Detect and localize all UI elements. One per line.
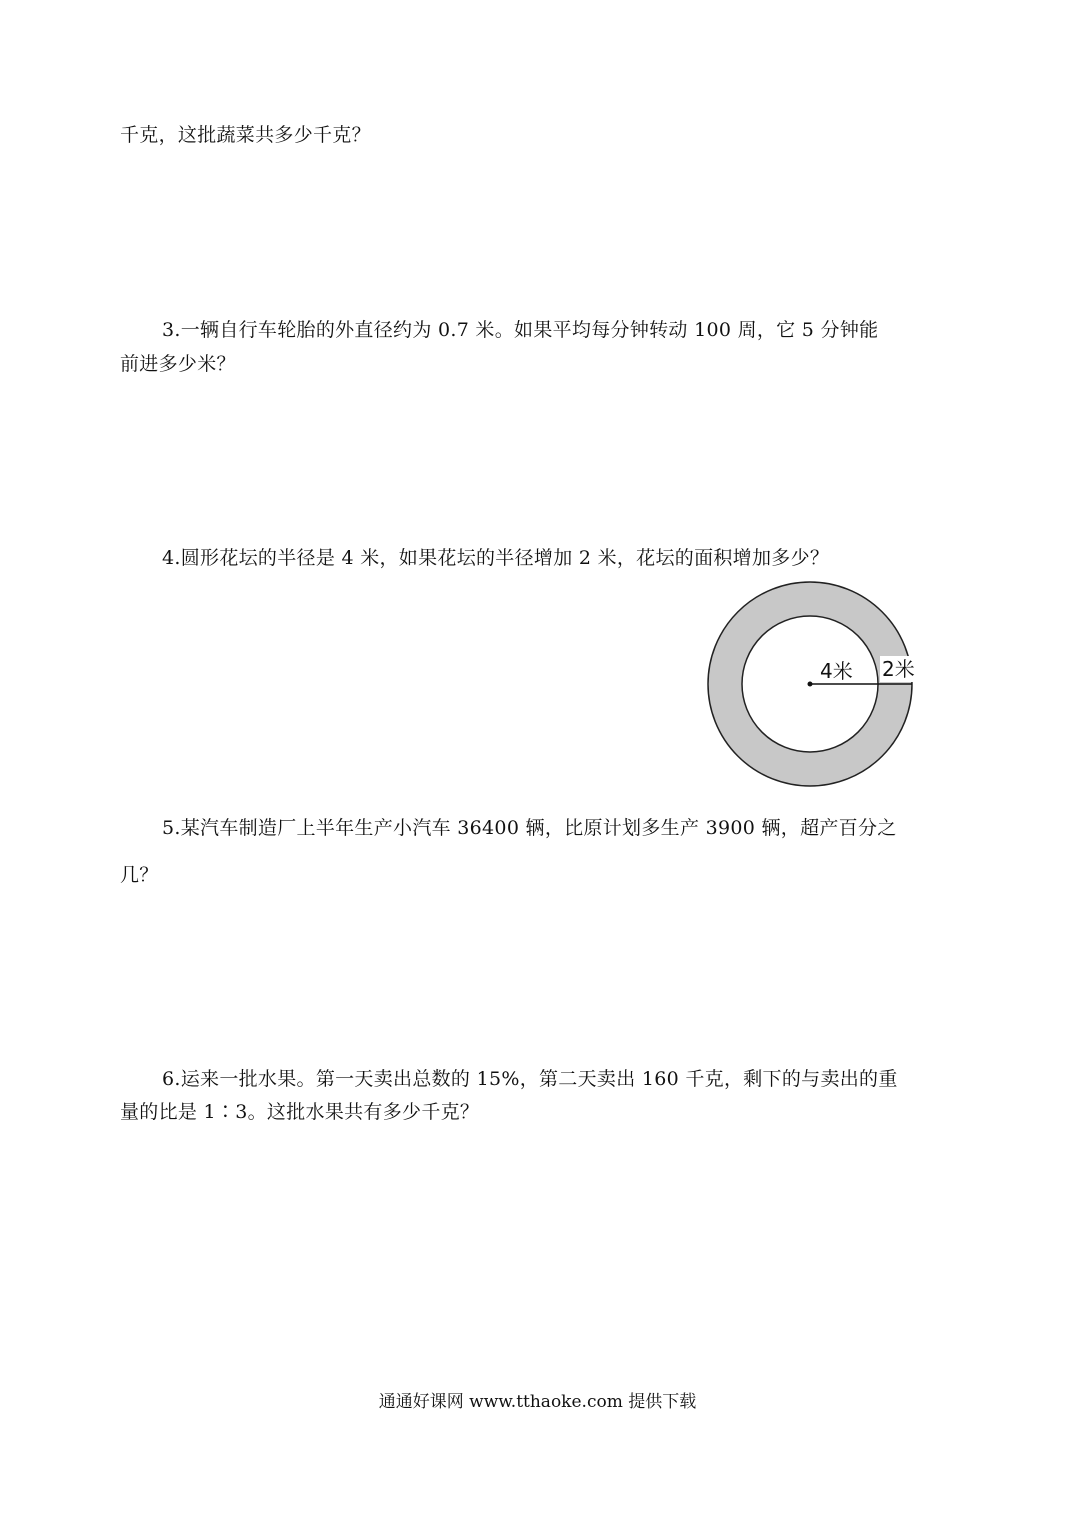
question-3-line-1: 3.一辆自行车轮胎的外直径约为 0.7 米。如果平均每分钟转动 100 周，它 5 分钟能 [162,319,879,341]
footer-source-text: 通通好课网 www.tthaoke.com 提供下载 [378,1392,697,1412]
annulus-figure [700,580,940,795]
question-6-line-1: 6.运来一批水果。第一天卖出总数的 15%，第二天卖出 160 千克，剩下的与卖出的重 [162,1068,898,1090]
question-2-continuation: 千克，这批蔬菜共多少千克？ [120,124,371,146]
question-6-line-2: 量的比是 1∶3。这批水果共有多少千克？ [120,1101,480,1123]
question-5-line-2: 几？ [120,864,159,886]
ring-width-label: 2米 [882,657,915,681]
question-5-line-1: 5.某汽车制造厂上半年生产小汽车 36400 辆，比原计划多生产 3900 辆，超产百分之 [162,817,897,839]
question-3-line-2: 前进多少米？ [120,353,236,375]
question-4-line-1: 4.圆形花坛的半径是 4 米，如果花坛的半径增加 2 米，花坛的面积增加多少？ [162,547,830,569]
inner-radius-label: 4米 [820,659,853,683]
